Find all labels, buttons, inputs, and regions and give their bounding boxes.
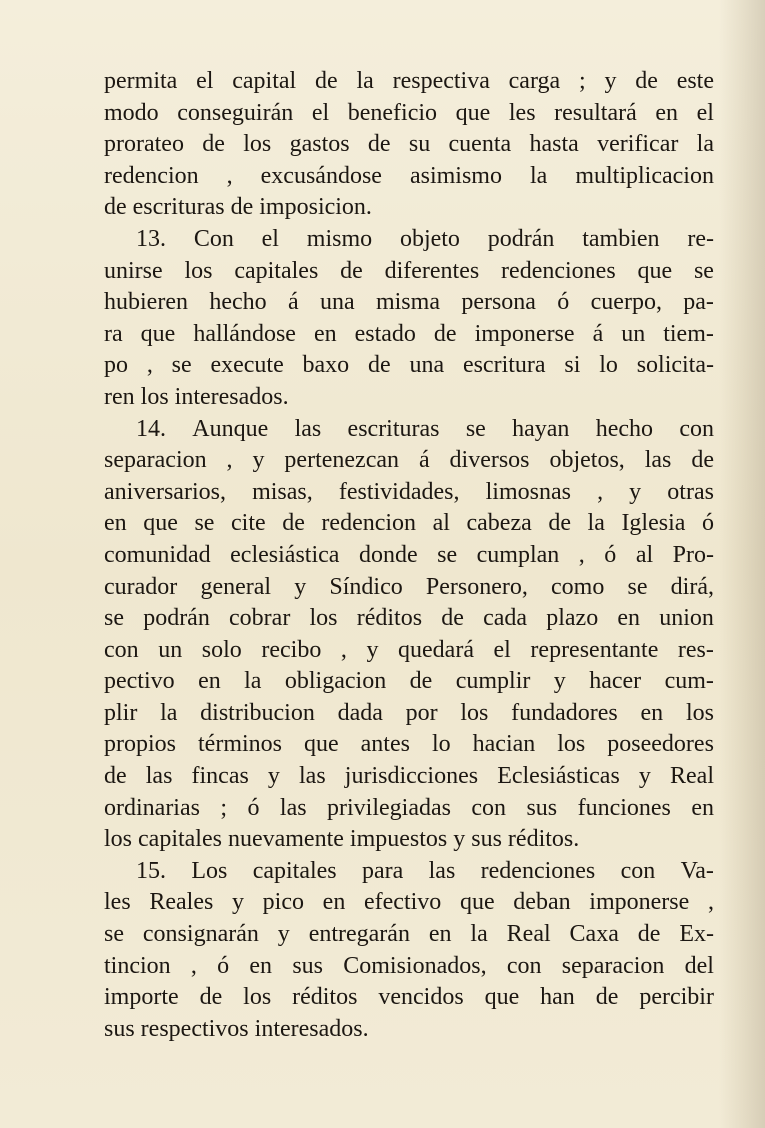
word: modo xyxy=(104,99,159,126)
word: de xyxy=(199,984,223,1011)
word: en xyxy=(617,605,641,632)
word: cumplir xyxy=(455,668,531,695)
word: festividades, xyxy=(338,478,460,505)
word: para xyxy=(361,857,404,884)
text-line xyxy=(104,66,714,98)
word: importe xyxy=(104,984,179,1011)
word: sus xyxy=(526,794,558,821)
text-line xyxy=(104,666,714,698)
word: tambien xyxy=(582,225,660,252)
word: dada xyxy=(337,699,383,726)
text-line xyxy=(104,919,714,951)
word: jurisdicciones xyxy=(344,763,479,790)
word: redenciones xyxy=(480,857,596,884)
word: conseguirán xyxy=(177,99,294,126)
text-line xyxy=(104,761,714,793)
word: de xyxy=(441,605,464,632)
text-line xyxy=(104,129,714,161)
word: y xyxy=(629,478,642,505)
word: del xyxy=(684,952,714,979)
text-line xyxy=(104,287,714,319)
word: Eclesiásticas xyxy=(497,763,620,790)
word: beneficio xyxy=(347,99,438,126)
word: re- xyxy=(687,225,714,252)
word: Caxa xyxy=(569,921,619,948)
text-line xyxy=(104,350,714,382)
word: que xyxy=(459,889,495,916)
word: réditos xyxy=(356,605,423,632)
word: baxo xyxy=(302,352,350,379)
text-line xyxy=(104,98,714,130)
word: al xyxy=(432,510,450,537)
word: en xyxy=(691,794,714,821)
word: mismo xyxy=(306,225,373,252)
word: si xyxy=(564,352,581,379)
word: de xyxy=(691,447,714,474)
word: hecho xyxy=(209,289,267,316)
article-14-start xyxy=(104,414,714,446)
word: un xyxy=(621,320,646,347)
word: se xyxy=(627,573,648,600)
word: las xyxy=(294,415,322,442)
page-text xyxy=(104,66,714,1045)
word: Con xyxy=(193,225,234,252)
word: de xyxy=(282,510,305,537)
word: de xyxy=(104,763,127,790)
word: Iglesia xyxy=(621,510,686,537)
word: se xyxy=(104,605,124,632)
word: permita xyxy=(104,68,178,94)
word: vencidos xyxy=(378,984,464,1011)
word: estado xyxy=(354,320,416,347)
word: los xyxy=(243,984,272,1011)
word: de xyxy=(637,921,661,948)
text-line xyxy=(104,445,714,477)
word: á xyxy=(418,447,430,474)
word: se xyxy=(194,510,215,537)
word: de xyxy=(367,131,391,158)
word: cumplan xyxy=(476,541,560,568)
word: pico xyxy=(262,889,304,916)
word: los xyxy=(685,699,714,726)
word: distribucion xyxy=(200,699,315,726)
word: obligacion xyxy=(284,668,387,695)
word: con xyxy=(471,794,507,821)
word: una xyxy=(319,289,355,316)
word: solo xyxy=(201,636,242,663)
text-line xyxy=(104,982,714,1014)
word: en xyxy=(640,699,664,726)
word: quedará xyxy=(398,636,474,663)
word: de xyxy=(315,68,338,94)
word: asimismo xyxy=(409,162,502,189)
word: donde xyxy=(358,541,418,568)
word: cite xyxy=(231,510,266,537)
word: su xyxy=(408,131,431,158)
word: términos xyxy=(198,731,282,758)
word: y xyxy=(267,763,280,790)
word: de xyxy=(635,68,658,94)
word: á xyxy=(287,289,299,316)
word: efectivo xyxy=(364,889,442,916)
word: recibo xyxy=(261,636,322,663)
word: este xyxy=(676,68,714,94)
word: que xyxy=(304,731,339,758)
word: y xyxy=(553,668,566,695)
word: imponerse xyxy=(474,320,575,347)
word: imponerse xyxy=(589,889,690,916)
word: solicita- xyxy=(636,352,714,379)
word: la xyxy=(160,699,178,726)
word: en xyxy=(104,510,127,537)
word: con xyxy=(104,636,139,663)
word: pectivo xyxy=(104,668,175,695)
word: ; xyxy=(578,68,586,94)
word: separacion xyxy=(561,952,665,979)
word: poseedores xyxy=(607,731,714,758)
word: misma xyxy=(375,289,440,316)
word: la xyxy=(696,131,714,158)
word: cuerpo, xyxy=(590,289,662,316)
text-line xyxy=(104,540,714,572)
word: á xyxy=(592,320,604,347)
word: objeto xyxy=(399,225,460,252)
word: la xyxy=(470,921,488,948)
word: el xyxy=(493,636,511,663)
word: hecho xyxy=(595,415,654,442)
word: , xyxy=(707,889,714,916)
word: en xyxy=(249,952,273,979)
word: ó xyxy=(701,510,714,537)
word: se xyxy=(465,415,486,442)
word: por xyxy=(405,699,438,726)
word: ó xyxy=(557,289,570,316)
article-13-start xyxy=(104,224,714,256)
word: como xyxy=(551,573,605,600)
word: en xyxy=(313,320,337,347)
word: ó xyxy=(217,952,230,979)
text-line xyxy=(104,256,714,288)
word: excusándose xyxy=(260,162,382,189)
word: funciones xyxy=(577,794,671,821)
word: multiplicacion xyxy=(575,162,714,189)
word: y xyxy=(252,447,265,474)
text-line xyxy=(104,887,714,919)
word: una xyxy=(409,352,445,379)
word: cada xyxy=(483,605,528,632)
word: , xyxy=(226,162,233,189)
text-line xyxy=(104,477,714,509)
word: los xyxy=(243,131,272,158)
word: que xyxy=(140,320,176,347)
word: el xyxy=(311,99,330,126)
word: Síndico xyxy=(329,573,403,600)
word: , xyxy=(190,952,197,979)
word: , xyxy=(340,636,347,663)
article-15-start xyxy=(104,856,714,888)
word: de xyxy=(202,131,225,158)
word: entregarán xyxy=(308,921,410,948)
word: gastos xyxy=(289,131,350,158)
word: limosnas xyxy=(485,478,571,505)
word: diversos xyxy=(449,447,530,474)
word: execute xyxy=(210,352,284,379)
word: la xyxy=(587,510,605,537)
text-line: los capitales nuevamente impuestos y sus réditos. xyxy=(104,826,580,853)
word: redencion xyxy=(104,162,199,189)
word: 13. xyxy=(136,225,166,252)
word: han xyxy=(540,984,575,1011)
word: lo xyxy=(599,352,618,379)
word: ; xyxy=(220,794,228,821)
word: los xyxy=(309,605,338,632)
word: que xyxy=(143,510,178,537)
word: Va- xyxy=(680,857,714,884)
word: cuenta xyxy=(448,131,512,158)
word: 15. xyxy=(136,857,166,884)
text-line xyxy=(104,319,714,351)
word: plir xyxy=(104,699,138,726)
word: capital xyxy=(232,68,297,94)
word: y xyxy=(277,921,290,948)
word: res- xyxy=(677,636,714,663)
word: representante xyxy=(530,636,659,663)
word: Ex- xyxy=(679,921,714,948)
word: plazo xyxy=(546,605,599,632)
word: en xyxy=(655,99,679,126)
word: se xyxy=(104,921,124,948)
word: ó xyxy=(247,794,260,821)
word: 14. xyxy=(136,415,166,442)
word: escritura xyxy=(462,352,546,379)
text-line: sus respectivos interesados. xyxy=(104,1015,369,1042)
word: dirá, xyxy=(670,573,714,600)
text-line xyxy=(104,161,714,193)
word: Aunque xyxy=(192,415,269,442)
word: capitales xyxy=(234,257,319,284)
word: y xyxy=(604,68,617,94)
word: ra xyxy=(104,320,123,347)
word: en xyxy=(198,668,221,695)
word: las xyxy=(279,794,307,821)
word: les xyxy=(104,889,131,916)
word: , xyxy=(578,541,585,568)
word: el xyxy=(196,68,214,94)
word: ordinarias xyxy=(104,794,200,821)
word: , xyxy=(226,447,233,474)
word: con xyxy=(506,952,542,979)
word: objetos, xyxy=(549,447,625,474)
word: el xyxy=(261,225,279,252)
word: Real xyxy=(506,921,551,948)
word: la xyxy=(356,68,374,94)
word: redencion xyxy=(321,510,417,537)
word: fincas xyxy=(191,763,249,790)
word: antes xyxy=(360,731,410,758)
word: y xyxy=(232,889,244,916)
word: la xyxy=(244,668,262,695)
word: , xyxy=(597,478,604,505)
word: Pro- xyxy=(672,541,714,568)
word: la xyxy=(530,162,548,189)
word: curador xyxy=(104,573,178,600)
word: escrituras xyxy=(347,415,440,442)
word: en xyxy=(322,889,346,916)
word: hubieren xyxy=(104,289,188,316)
word: Reales xyxy=(149,889,214,916)
word: de xyxy=(548,510,571,537)
word: separacion xyxy=(104,447,207,474)
word: los xyxy=(460,699,489,726)
word: hacian xyxy=(472,731,536,758)
word: union xyxy=(659,605,714,632)
word: de xyxy=(368,352,391,379)
text-line xyxy=(104,508,714,540)
word: podrán xyxy=(487,225,555,252)
word: hacer xyxy=(589,668,642,695)
word: cobrar xyxy=(229,605,291,632)
word: que xyxy=(637,257,673,284)
word: diferentes xyxy=(384,257,480,284)
word: los xyxy=(184,257,213,284)
word: po xyxy=(104,352,128,379)
word: Personero, xyxy=(425,573,528,600)
word: carga xyxy=(508,68,561,94)
word: general xyxy=(200,573,272,600)
word: pa- xyxy=(683,289,714,316)
word: de xyxy=(340,257,363,284)
word: cabeza xyxy=(466,510,532,537)
word: misas, xyxy=(252,478,313,505)
word: las xyxy=(644,447,672,474)
word: percibir xyxy=(639,984,714,1011)
word: Los xyxy=(191,857,228,884)
word: sus xyxy=(292,952,323,979)
word: las xyxy=(145,763,173,790)
word: capitales xyxy=(252,857,337,884)
word: otras xyxy=(667,478,714,505)
text-line xyxy=(104,603,714,635)
word: persona xyxy=(461,289,536,316)
text-line xyxy=(104,729,714,761)
word: de xyxy=(409,668,433,695)
word: se xyxy=(171,352,192,379)
word: hayan xyxy=(512,415,570,442)
word: consignarán xyxy=(142,921,259,948)
word: resultará xyxy=(554,99,637,126)
word: que xyxy=(484,984,520,1011)
word: , xyxy=(146,352,153,379)
word: comunidad xyxy=(104,541,211,568)
text-line xyxy=(104,793,714,825)
word: unirse xyxy=(104,257,163,284)
text-line xyxy=(104,635,714,667)
word: se xyxy=(437,541,458,568)
word: que xyxy=(455,99,491,126)
word: eclesiástica xyxy=(230,541,340,568)
word: cum- xyxy=(664,668,714,695)
word: verificar xyxy=(597,131,679,158)
word: de xyxy=(433,320,457,347)
word: de xyxy=(595,984,619,1011)
word: lo xyxy=(431,731,451,758)
word: tiem- xyxy=(663,320,714,347)
word: deban xyxy=(513,889,571,916)
word: les xyxy=(508,99,536,126)
word: y xyxy=(638,763,651,790)
text-line: ren los interesados. xyxy=(104,383,289,410)
word: fundadores xyxy=(511,699,618,726)
word: tincion xyxy=(104,952,171,979)
word: los xyxy=(557,731,586,758)
word: las xyxy=(299,763,326,790)
word: respectiva xyxy=(392,68,490,94)
text-line xyxy=(104,698,714,730)
word: réditos xyxy=(292,984,358,1011)
word: ó xyxy=(604,541,617,568)
word: se xyxy=(693,257,714,284)
word: en xyxy=(428,921,452,948)
word: podrán xyxy=(143,605,210,632)
word: hasta xyxy=(529,131,579,158)
text-line xyxy=(104,572,714,604)
word: las xyxy=(428,857,456,884)
word: el xyxy=(696,99,714,126)
word: y xyxy=(294,573,307,600)
word: aniversarios, xyxy=(104,478,226,505)
text-line: de escrituras de imposicion. xyxy=(104,194,372,221)
word: prorateo xyxy=(104,131,184,158)
word: Comisionados, xyxy=(343,952,487,979)
text-line xyxy=(104,951,714,983)
word: pertenezcan xyxy=(284,447,399,474)
word: con xyxy=(679,415,714,442)
word: con xyxy=(620,857,656,884)
word: propios xyxy=(104,731,176,758)
word: un xyxy=(158,636,183,663)
word: al xyxy=(635,541,654,568)
word: redenciones xyxy=(501,257,616,284)
word: Real xyxy=(670,763,714,790)
word: y xyxy=(366,636,379,663)
word: hallándose xyxy=(193,320,296,347)
word: privilegiadas xyxy=(327,794,451,821)
